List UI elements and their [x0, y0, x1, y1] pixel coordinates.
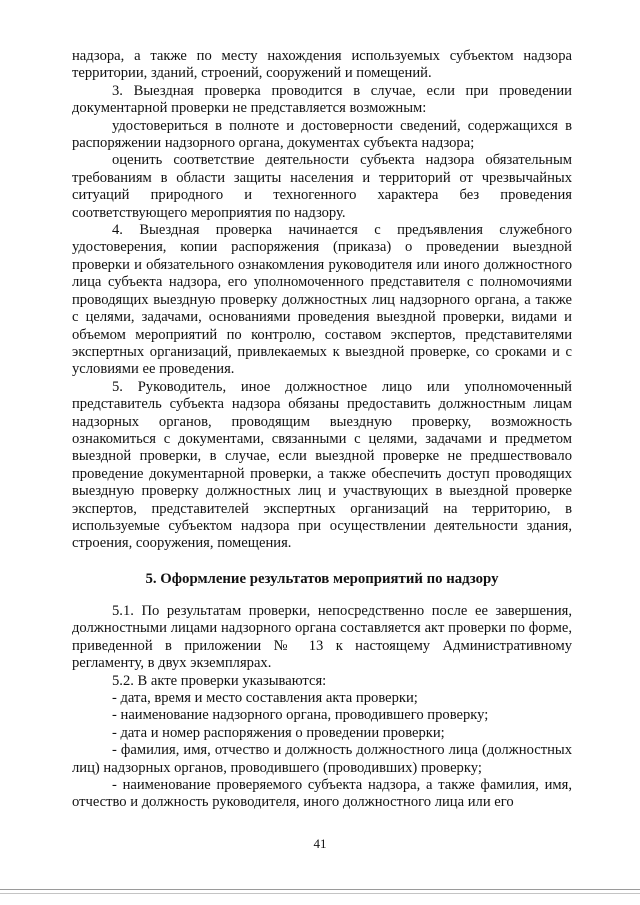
paragraph-item-3: 3. Выездная проверка проводится в случае, если при проведении документарной проверки не представляется возможным: — [72, 82, 572, 117]
paragraph-continuation: надзора, а также по месту нахождения используемых субъектом надзора территории, зданий, строений, сооружений и помещений. — [72, 48, 572, 82]
list-item: - фамилия, имя, отчество и должность должностного лица (должностных лиц) надзорных органов, проводившего (проводивших) проверку; — [72, 742, 572, 776]
paragraph-evaluate: оценить соответствие деятельности субъекта надзора обязательным требованиям в области защиты населения и территорий от чрезвычайных ситуаций природного и техногенного характера без проведения соответствующего мероприятия по надзору. — [72, 152, 572, 221]
paragraph-5-2: 5.2. В акте проверки указываются: — [112, 672, 327, 689]
paragraph-verify: удостовериться в полноте и достоверности сведений, содержащихся в распоряжении надзорного органа, документах субъекта надзора; — [72, 117, 572, 152]
list-item: - наименование проверяемого субъекта надзора, а также фамилия, имя, отчество и должность руководителя, иного должностного лица или его — [72, 777, 572, 811]
page-number: 41 — [313, 836, 327, 851]
body-text-top — [72, 48, 572, 553]
list-item: - дата, время и место составления акта проверки; — [112, 690, 418, 707]
paragraph-item-4: 4. Выездная проверка начинается с предъявления служебного удостоверения, копии распоряжения (приказа) о проведении выездной проверки и обязательного ознакомления руководителя или иного должностного лица субъекта надзора, его уполномоченного представителя с полномочиями проводящих выездную проверку должностных лиц надзорного органа, а также с целями, задачами, основаниями проведения выездной проверки, видами и объемом мероприятий по контролю, составом экспертов, представителями экспертных организаций, привлекаемых к выездной проверке, со сроками и с условиями ее проведения. — [72, 222, 572, 378]
list-item: - дата и номер распоряжения о проведении проверки; — [112, 724, 445, 741]
paragraph-5-1: 5.1. По результатам проверки, непосредственно после ее завершения, должностными лицами надзорного органа составляется акт проверки по форме, приведенной в приложении № 13 к настоящему Административному регламенту, в двух экземплярах. — [72, 603, 572, 672]
body-text-bottom — [72, 603, 572, 812]
scan-edge-line — [0, 889, 640, 890]
paragraph-item-5: 5. Руководитель, иное должностное лицо или уполномоченный представитель субъекта надзора обязаны предоставить должностным лицам надзорных органов, проводящим выездную проверку, возможность ознакомиться с документами, связанными с целями, задачами и предметом выездной проверки, в случае, если выездной проверке не предшествовало проведение документарной проверки, а также обеспечить доступ проводящих выездную проверку должностных лиц и участвующих в выездной проверке экспертов, представителей экспертных организаций на территорию, в используемые субъектом надзора при осуществлении деятельности здания, строения, сооружения, помещения. — [72, 378, 572, 552]
scan-edge-line — [0, 893, 640, 894]
section-heading: 5. Оформление результатов мероприятий по надзору — [145, 571, 499, 587]
list-item: - наименование надзорного органа, проводившего проверку; — [112, 707, 489, 724]
